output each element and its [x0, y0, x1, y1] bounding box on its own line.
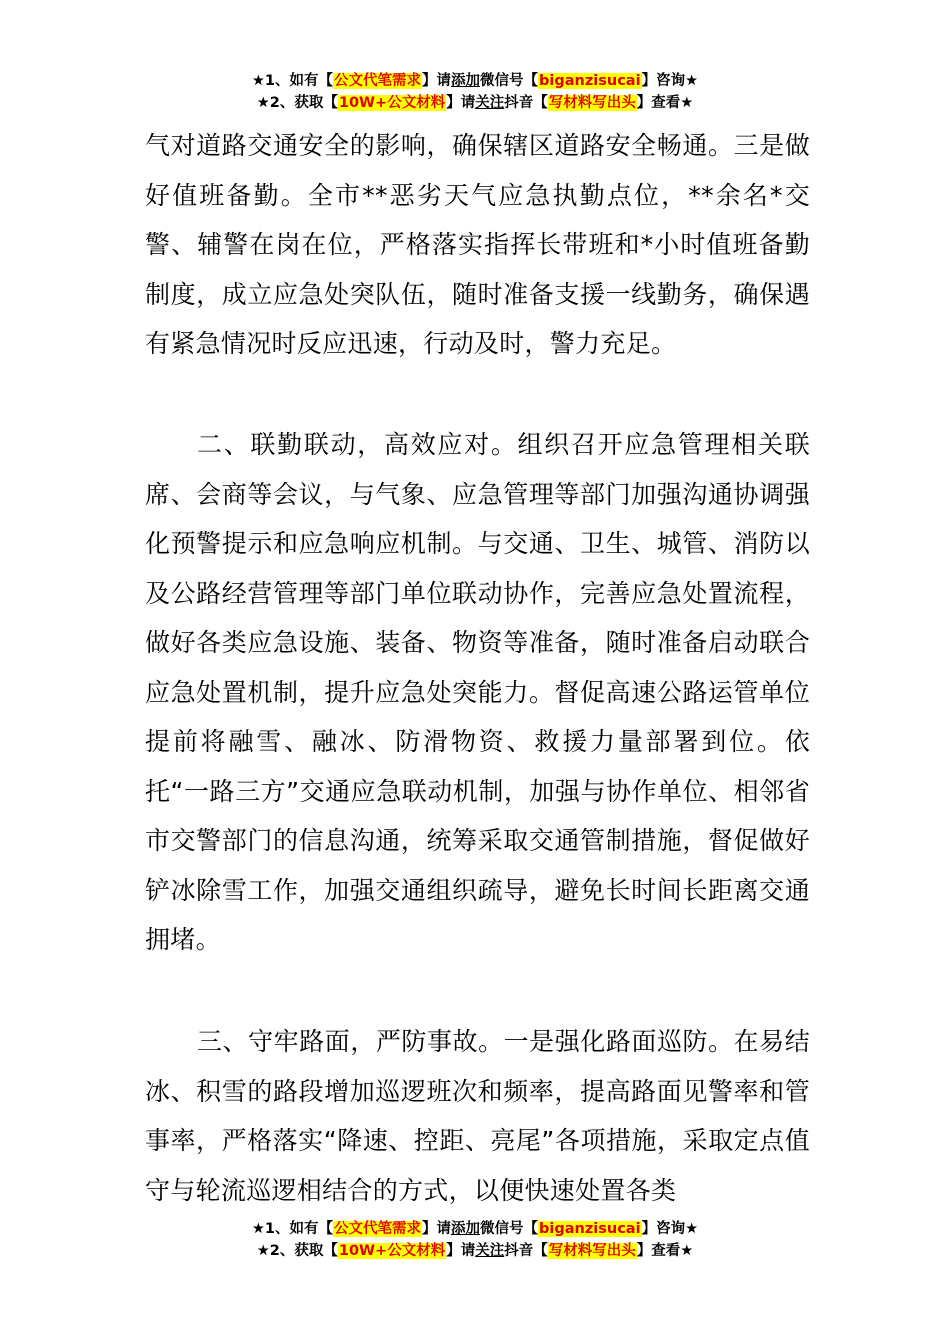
banner-line-2-mid: 】请	[446, 95, 476, 111]
banner-line-1-emphasis: 添加	[451, 73, 481, 89]
banner-line-2-suffix: 】查看★	[636, 1243, 694, 1259]
banner-line-2-mid2: 抖音【	[504, 1243, 548, 1259]
banner-line-1	[0, 1218, 950, 1240]
banner-line-1-prefix: ★1、如有【	[251, 73, 334, 89]
banner-line-1-suffix: 】咨询★	[641, 73, 699, 89]
banner-line-2	[0, 1240, 950, 1262]
banner-line-1-mid: 】请	[422, 73, 452, 89]
banner-line-1-emphasis: 添加	[451, 1221, 481, 1237]
banner-line-1-highlight-service: 公文代笔需求	[334, 1221, 422, 1237]
banner-line-2	[0, 92, 950, 114]
banner-line-2-prefix: ★2、获取【	[256, 95, 338, 111]
banner-line-1-highlight-service: 公文代笔需求	[334, 73, 422, 89]
banner-line-1-highlight-wechat: biganzisucai	[539, 73, 641, 89]
banner-line-2-suffix: 】查看★	[636, 95, 694, 111]
banner-line-1-suffix: 】咨询★	[641, 1221, 699, 1237]
paragraph-section-3	[145, 1017, 810, 1217]
banner-line-2-prefix: ★2、获取【	[256, 1243, 338, 1259]
paragraph-text: 二、联勤联动，高效应对。组织召开应急管理相关联席、会商等会议，与气象、应急管理等部门加强沟通协调强化预警提示和应急响应机制。与交通、卫生、城管、消防以及公路经营管理等部门单位联动协作，完善应急处置流程，做好各类应急设施、装备、物资等准备，随时准备启动联合应急处置机制，提升应急处突能力。督促高速公路运管单位提前将融雪、融冰、防滑物资、救援力量部署到位。依托“一路三方”交通应急联动机制，加强与协作单位、相邻省市交警部门的信息沟通，统筹采取交通管制措施，督促做好铲冰除雪工作，加强交通组织疏导，避免长时间长距离交通拥堵。	[145, 430, 810, 954]
banner-line-1-mid: 】请	[422, 1221, 452, 1237]
banner-line-1-prefix: ★1、如有【	[251, 1221, 334, 1237]
paragraph-continuation	[145, 121, 810, 369]
banner-line-2-highlight-douyin: 写材料写出头	[548, 95, 636, 111]
paragraph-text: 三、守牢路面，严防事故。一是强化路面巡防。在易结冰、积雪的路段增加巡逻班次和频率，提高路面见警率和管事率，严格落实“降速、控距、亮尾”各项措施，采取定点值守与轮流巡逻相结合的方式，以便快速处置各类	[145, 1027, 810, 1205]
header-banner	[0, 70, 950, 114]
banner-line-1-mid2: 微信号【	[480, 1221, 539, 1237]
banner-line-2-highlight-douyin: 写材料写出头	[548, 1243, 636, 1259]
banner-line-1-mid2: 微信号【	[480, 73, 539, 89]
banner-line-2-emphasis: 关注	[475, 95, 505, 111]
banner-line-2-emphasis: 关注	[475, 1243, 505, 1259]
footer-banner	[0, 1218, 950, 1262]
paragraph-section-2	[145, 420, 810, 965]
banner-line-1-highlight-wechat: biganzisucai	[539, 1221, 641, 1237]
banner-line-2-highlight-materials: 10W+公文材料	[338, 1243, 446, 1259]
banner-line-2-mid: 】请	[446, 1243, 476, 1259]
paragraph-text: 气对道路交通安全的影响，确保辖区道路安全畅通。三是做好值班备勤。全市**恶劣天气应急执勤点位，**余名*交警、辅警在岗在位，严格落实指挥长带班和*小时值班备勤制度，成立应急处突队伍，随时准备支援一线勤务，确保遇有紧急情况时反应迅速，行动及时，警力充足。	[145, 131, 810, 358]
banner-line-1	[0, 70, 950, 92]
banner-line-2-mid2: 抖音【	[504, 95, 548, 111]
banner-line-2-highlight-materials: 10W+公文材料	[338, 95, 446, 111]
